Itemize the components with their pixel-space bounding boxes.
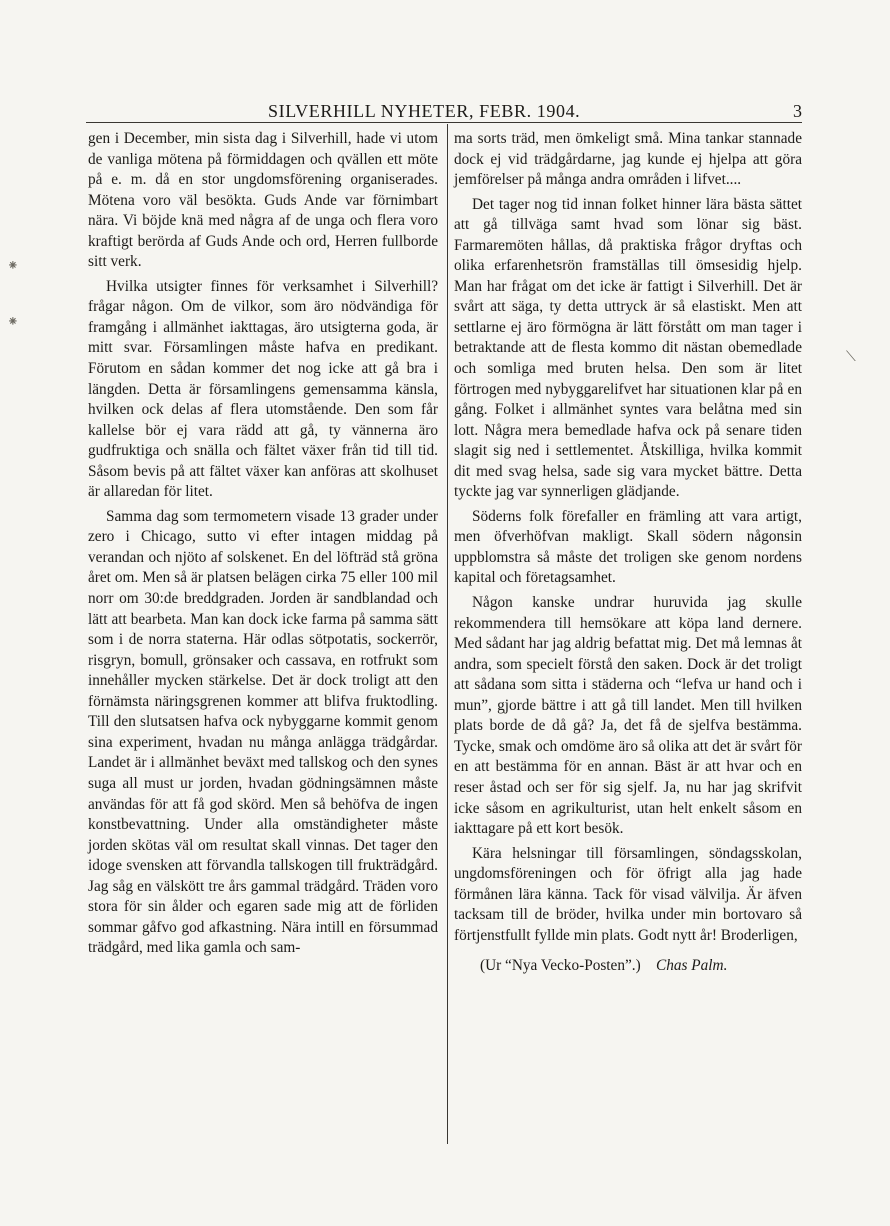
paragraph: Hvilka utsigter finnes för verksamhet i Silverhill? frågar någon. Om de vilkor, som äro nödvändiga för framgång i allmänhet iakttagas, äro utsigterna goda, är mitt svar. Församlingen måste hafva en predikant. Förutom en sådan kommer det nog icke att gå bra i längden. Detta är församlingens gemensamma känsla, hvilken ock delas af flera utomstående. Den som får kallelse bör ej vara rädd att gå, ty vännerna äro gudfruktiga och snälla och fältet växer från tid till tid. Såsom bevis på att fältet växer kan anföras att skolhuset är allaredan för litet. [88,277,438,501]
paragraph: Någon kanske undrar huruvida jag skulle rekommendera till hemsökare att köpa land dernere. Med sådant har jag aldrig befattat mig. Det må lemnas åt andra, som specielt förstå den saken. Dock är det troligt att sådana som sitta i städerna och “lefva ur hand och i mun”, gjorde bättre i att gå till landet. Men till hvilken plats borde de då gå? Ja, det få de sjelfva bestämma. Tycke, smak och omdöme äro så olika att det är svårt för en att bestämma för en annan. Bäst är att hvar och en reser åstad och ser för sig sjelf. Ja, nu har jag skrifvit icke såsom en agrikulturist, utan helt enkelt såsom en iakttagare på ett kort besök. [454,594,802,838]
column-divider [447,124,448,1144]
page-number: 3 [793,101,802,121]
source-citation: (Ur “Nya Vecko-Posten”.) [480,957,641,975]
margin-mark: ⟍ [846,350,856,365]
right-column [454,129,802,977]
paragraph: Söderns folk förefaller en främling att vara artigt, men öfverhöfvan makligt. Skall södern någonsin uppblomstra så måste det troligen ske genom nordens kapital och företagsamhet. [454,507,802,587]
paragraph: Kära helsningar till församlingen, söndagsskolan, ungdomsföreningen och för öfrigt alla jag hade förmånen lära känna. Tack för visad välvilja. Är äfven tacksam till de bröder, hvilka under min bortovaro så förtjenstfullt fyllde min plats. Godt nytt år! Broderligen, [454,844,802,944]
paragraph: gen i December, min sista dag i Silverhill, hade vi utom de vanliga mötena på förmiddagen och qvällen ett möte på e. m. då en stor ungdomsförening organiserades. Mötena voro väl besökta. Guds Ande var förnimbart nära. Vi böjde knä med några af de unga och flera voro kraftigt berörda af Guds Ande och ord, Herren fullborde sitt verk. [88,130,438,271]
author-name: Chas Palm. [656,957,728,975]
paragraph: Samma dag som termometern visade 13 grader under zero i Chicago, sutto vi efter intagen middag på verandan och njöto af solskenet. En del löfträd stå gröna året om. Men så är platsen belägen cirka 75 eller 100 mil norr om 30:de breddgraden. Jorden är sandblandad och lätt att bearbeta. Man kan dock icke farma på samma sätt som i de norra staterna. Här odlas sötpotatis, sockerrör, risgryn, bomull, grönsaker och cassava, en rotfrukt som innehåller mycken stärkelse. Det är dock troligt att den förnämsta näringsgrenen kommer att blifva fruktodling. Till den slutsatsen hafva ock nybyggarne kommit genom sina experiment, hvadan nu många anlägga trädgårdar. Landet är i allmänhet beväxt med tallskog och den synes suga all must ur jorden, hvadan gödningsämnen måste användas för att få god skörd. Men så behöfva de ingen konstbevattning. Under alla omständigheter måste jorden skötas väl om resultat skall vinnas. Det tager den idoge svensken att förvandla tallskogen till frukträdgård. Jag såg en välskött tre års gammal trädgård. Träden voro stora för sin ålder och egaren sade mig att de förliden sommar gåfvo god afkastning. Nära intill en försummad trädgård, med lika gamla och sam- [88,507,438,957]
paragraph: ma sorts träd, men ömkeligt små. Mina tankar stannade dock ej vid trädgårdarne, jag kunde ej hjelpa att göra jemförelser på många andra områden i lifvet.... [454,130,802,189]
margin-mark: ⁕ [7,259,19,274]
margin-mark: ⁕ [7,315,19,330]
paragraph: Det tager nog tid innan folket hinner lära bästa sättet att gå tillväga samt hvad som lönar sig bäst. Farmaremöten hållas, då praktiska frågor dryftas och olika erfarenhetsrön framställas till ömsesidig hjelp. Man har frågat om det icke är fattigt i Silverhill. Det är svårt att säga, ty detta uttryck är så elastiskt. Men att settlarne ej äro förmögna är lätt förstått om man tager i betraktande att de flesta kommo dit nästan obemedlade och somliga med bruten helsa. Den som är litet förtrogen med nybyggarelifvet har situationen klar på en gång. Folket i allmänhet syntes vara belåtna med sin lott. Några mera bemedlade hafva ock på senare tiden slagit sig ned i settlementet. Åtskilliga, hvilka kommit dit med svag helsa, sade sig vara mycket bättre. Detta tyckte jag var synnerligen glädjande. [454,195,802,501]
running-title: SILVERHILL NYHETER, FEBR. 1904. [268,101,581,121]
signature-line [454,956,802,977]
header-rule [86,122,802,123]
left-column [88,129,438,959]
